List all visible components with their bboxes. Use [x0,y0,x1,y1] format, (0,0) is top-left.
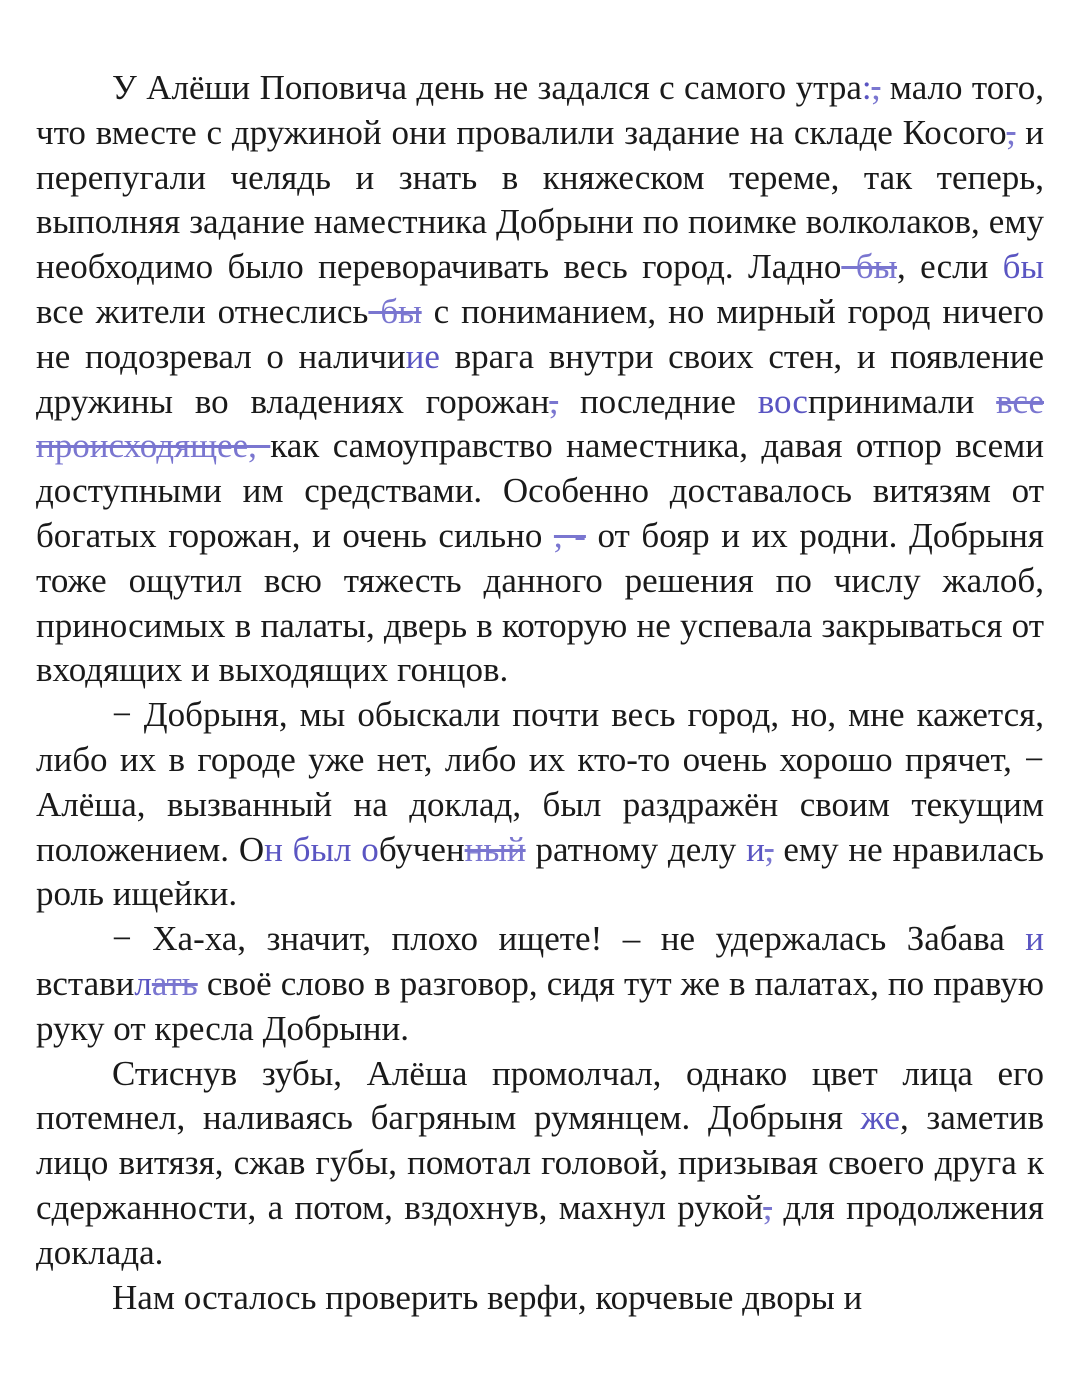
text-run: бучен [378,829,465,869]
text-run: и перепугали челядь и знать в княжеском тереме, так теперь, выполняя задание наместника Добрыни по поимке волколаков, ему необходимо было переворачивать весь город. Ладно [36,112,1044,287]
text-run: ему не нравилась роль ищейки. [36,829,1045,914]
text-run: мало того, что вместе с дружиной они провалили задание на складе Косого [36,68,1044,152]
paragraph [36,1052,1044,1276]
deleted-text: все происходящее, [36,381,1044,466]
deleted-text: , [549,381,559,421]
inserted-text: же [860,1098,900,1138]
inserted-text: ие [405,336,440,376]
text-run: с пониманием, но мирный город ничего не подозревал о наличи [36,291,1044,376]
text-run: − Добрыня, мы обыскали почти весь город, но, мне кажется, либо их в городе уже нет, либо их кто-то очень хорошо прячет, − Алёша, вызванный на доклад, был раздражён своим текущим положением. О [36,695,1044,869]
inserted-text: вос [757,381,808,421]
text-run: врага внутри своих стен, и появление дружины во владениях горожан [36,336,1044,421]
inserted-text: и [1025,919,1044,959]
text-run: У Алёши Поповича день не задался с самого утра [112,68,862,107]
text-run: все жители отнеслись [36,291,369,331]
text-run: , если [897,247,1003,287]
text-run: ратному делу [525,829,747,869]
deleted-text: , [763,1187,773,1227]
text-run: − Ха-ха, значит, плохо ищете! – не удержалась Забава [112,919,1026,959]
text-run: , заметив лицо витязя, сжав губы, помотал головой, призывая своего друга к сдержанности, а потом, вздохнув, махнул рукой [36,1098,1044,1227]
paragraph [36,1276,1044,1321]
inserted-text: и [746,829,765,869]
text-run: как самоуправство наместника, давая отпор всеми доступными им средствами. Особенно доставалось витязям от богатых горожан, и очень сильно [36,426,1044,555]
paragraph [36,693,1044,917]
inserted-text: : [861,68,872,107]
deleted-text: бы [368,291,422,331]
text-run: встави [36,963,135,1003]
text-run: принимали [807,381,997,421]
deleted-text: , - [553,515,586,555]
deleted-text: , [871,68,881,107]
text-run: для продолжения доклада. [36,1187,1044,1272]
text-run: последние [558,381,758,421]
deleted-text: , [764,829,774,869]
deleted-text: , [1006,112,1016,152]
paragraph [36,66,1044,693]
inserted-text: л [134,963,152,1003]
deleted-text: бы [841,247,898,287]
inserted-text: бы [1002,247,1044,287]
deleted-text: ать [151,963,198,1003]
text-run: своё слово в разговор, сидя тут же в палатах, по правую руку от кресла Добрыни. [36,963,1044,1048]
text-run: Стиснув зубы, Алёша промолчал, однако цвет лица его потемнел, наливаясь багряным румянцем. Добрыня [36,1053,1044,1138]
inserted-text: н был о [264,829,379,869]
document-body [36,66,1044,1320]
deleted-text: ный [464,829,526,869]
text-run: от бояр и их родни. Добрыня тоже ощутил всю тяжесть данного решения по числу жалоб, приносимых в палаты, дверь в которую не успевала закрываться от входящих и выходящих гонцов. [36,515,1045,690]
text-run: Нам осталось проверить верфи, корчевые дворы и [112,1277,863,1317]
paragraph [36,917,1044,1051]
